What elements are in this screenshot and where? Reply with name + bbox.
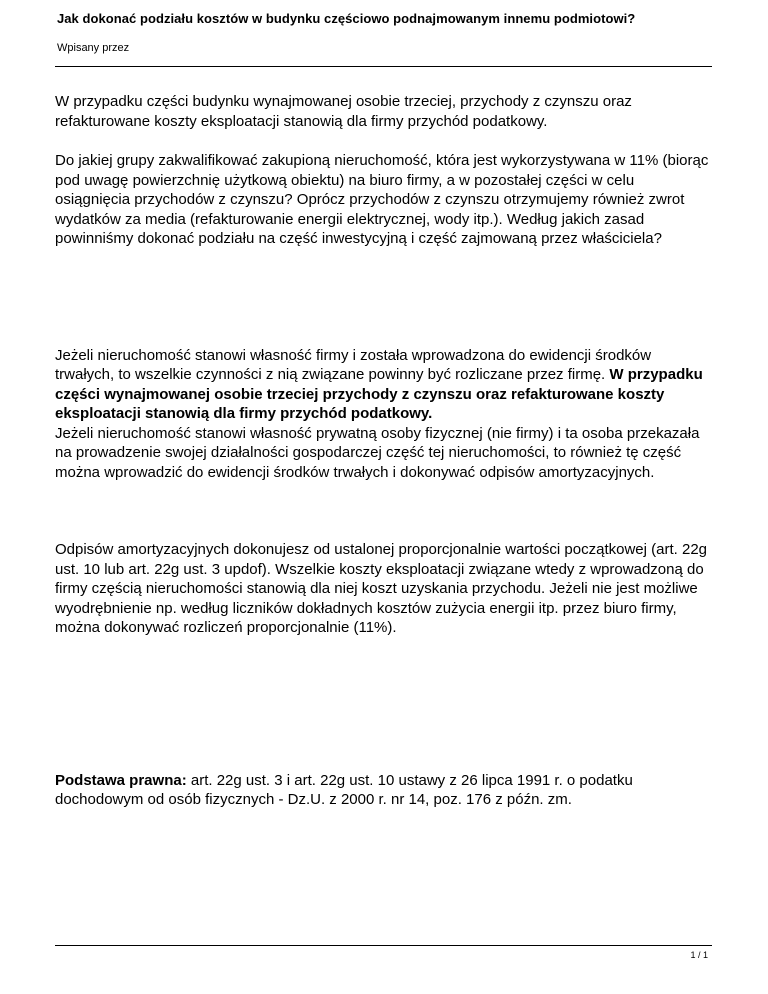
question-paragraph: Do jakiej grupy zakwalifikować zakupioną nieruchomość, która jest wykorzystywana w 11% (biorąc pod uwagę powierzchnię użytkową obiektu) na biuro firmy, a w pozostałej części w celu osiągnięcia przychodów z czynszu? Oprócz przychodów z czynszu otrzymujemy również zwrot wydatków za media (refakturowanie energii elektrycznej, wody itp.). Według jakich zasad powinniśmy dokonać podziału na część inwestycyjną i część zajmowaną przez właściciela? xyxy=(55,152,709,247)
article-title: Jak dokonać podziału kosztów w budynku częściowo podnajmowanym innemu podmiotowi? xyxy=(57,11,636,26)
ownership-bold-text: W przypadku części wynajmowanej osobie trzeciej przychody z czynszu oraz refakturowane koszty eksploatacji stanowią dla firmy przychód podatkowy. xyxy=(55,366,703,422)
ownership-paragraph xyxy=(55,346,712,424)
private-property-paragraph: Jeżeli nieruchomość stanowi własność prywatną osoby fizycznej (nie firmy) i ta osoba przekazała na prowadzenie swojej działalności gospodarczej część tej nieruchomości, to również tę część można wprowadzić do ewidencji środków trwałych i dokonywać odpisów amortyzacyjnych. xyxy=(55,424,700,481)
article-body xyxy=(55,92,712,810)
legal-basis-paragraph xyxy=(55,771,712,810)
author-label: Wpisany przez xyxy=(57,42,130,54)
depreciation-paragraph: Odpisów amortyzacyjnych dokonujesz od ustalonej proporcjonalnie wartości początkowej (art. 22g ust. 10 lub art. 22g ust. 3 updof). Wszelkie koszty eksploatacji związane wtedy z wprowadzoną do firmy częścią nieruchomości stanowią dla niej koszt uzyskania przychodu. Jeżeli nie jest możliwe wyodrębnienie np. według liczników dokładnych kosztów zużycia energii itp. przez biuro firmy, można dokonywać rozliczeń proporcjonalnie (11%). xyxy=(55,541,708,636)
legal-basis-text: art. 22g ust. 3 i art. 22g ust. 10 ustawy z 26 lipca 1991 r. o podatku dochodowym od osób fizycznych - Dz.U. z 2000 r. nr 14, poz. 176 z późn. zm. xyxy=(55,771,633,808)
page-footer xyxy=(55,945,712,960)
legal-basis-label: Podstawa prawna: xyxy=(55,771,187,789)
ownership-text: Jeżeli nieruchomość stanowi własność firmy i została wprowadzona do ewidencji środków trwałych, to wszelkie czynności z nią związane powinny być rozliczane przez firmę. xyxy=(55,346,652,383)
page-header xyxy=(55,0,712,67)
intro-paragraph: W przypadku części budynku wynajmowanej osobie trzeciej, przychody z czynszu oraz refakturowane koszty eksploatacji stanowią dla firmy przychód podatkowy. xyxy=(55,93,632,130)
page-number: 1 / 1 xyxy=(690,950,708,960)
